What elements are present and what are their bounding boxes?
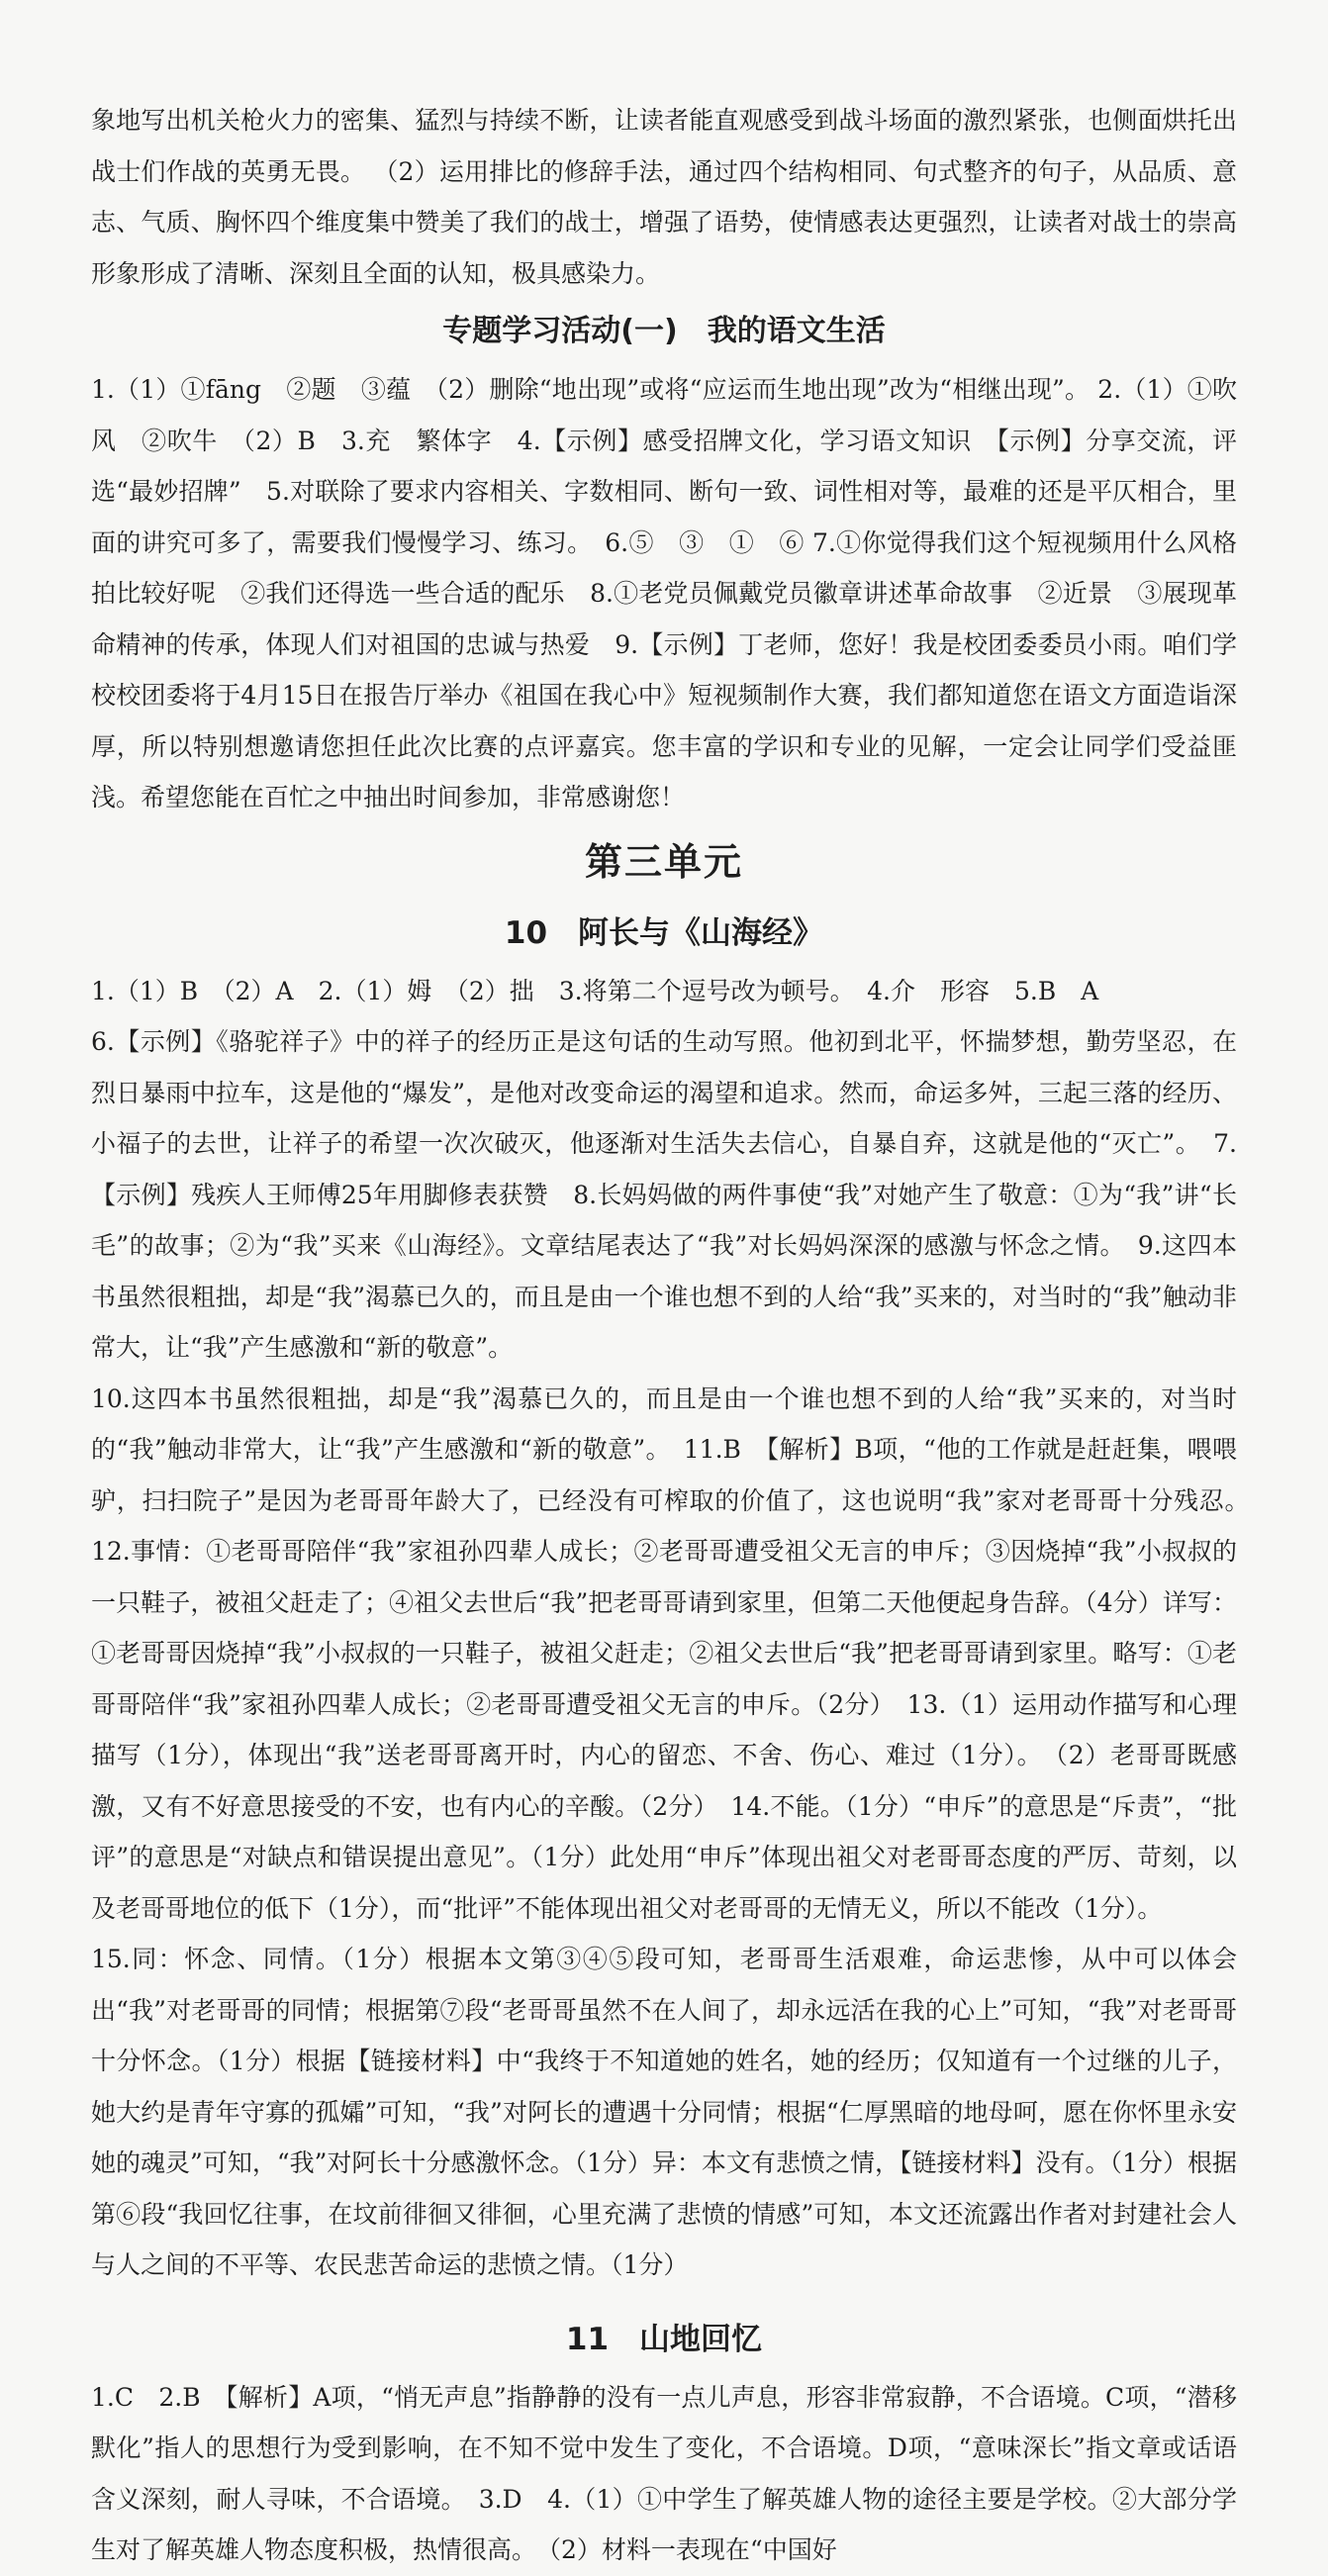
unit-title: 第三单元 [584, 839, 743, 884]
lesson-10-answers-1: 1.（1）B （2）A 2.（1）姆 （2）拙 3.将第二个逗号改为顿号。 4.介 形容 5.B A [91, 976, 1099, 1005]
lesson-10-answers-4: 15.同：怀念、同情。（1分）根据本文第③④⑤段可知，老哥哥生活艰难，命运悲惨，从中可以体会出“我”对老哥哥的同情；根据第⑦段“老哥哥虽然不在人间了，却永远活在我的心上”可知，“我”对老哥哥十分怀念。（1分）根据【链接材料】中“我终于不知道她的姓名，她的经历；仅知道有一个过继的儿子，她大约是青年守寡的孤孀”可知，“我”对阿长的遭遇十分同情；根据“仁厚黑暗的地母呵，愿在你怀里永安她的魂灵”可知，“我”对阿长十分感激怀念。（1分）异：本文有悲愤之情，【链接材料】没有。（1分）根据第⑥段“我回忆往事，在坟前徘徊又徘徊，心里充满了悲愤的情感”可知，本文还流露出作者对封建社会人与人之间的不平等、农民悲苦命运的悲愤之情。（1分） [91, 1945, 1237, 2279]
activity-answers: 1.（1）①fāng ②题 ③蕴 （2）删除“地出现”或将“应运而生地出现”改为“相继出现”。 2.（1）①吹风 ②吹牛 （2）B 3.充 繁体字 4.【示例】感受招牌文化，学习语文知识 【示例】分享交流，评选“最妙招牌” 5.对联除了要求内容相关、字数相同、断句一致、词性相对等，最难的还是平仄相合，里面的讲究可多了，需要我们慢慢学习、练习。 6.⑤ ③ ① ⑥ 7.①你觉得我们这个短视频用什么风格拍比较好呢 ②我们还得选一些合适的配乐 8.①老党员佩戴党员徽章讲述革命故事 ②近景 ③展现革命精神的传承，体现人们对祖国的忠诚与热爱 9.【示例】丁老师，您好！我是校团委委员小雨。咱们学校校团委将于4月15日在报告厅举办《祖国在我心中》短视频制作大赛，我们都知道您在语文方面造诣深厚，所以特别想邀请您担任此次比赛的点评嘉宾。您丰富的学识和专业的见解，一定会让同学们受益匪浅。希望您能在百忙之中抽出时间参加，非常感谢您！ [91, 375, 1237, 811]
lesson-11-title: 11 山地回忆 [565, 2321, 763, 2357]
lesson-10-title: 10 阿长与《山海经》 [504, 914, 824, 951]
lesson-11-answers-1: 1.C 2.B 【解析】A项，“悄无声息”指静静的没有一点儿声息，形容非常寂静，不合语境。C项，“潜移默化”指人的思想行为受到影响，在不知不觉中发生了变化，不合语境。D项，“意味深长”指文章或话语含义深刻，耐人寻味，不合语境。 3.D 4.（1）①中学生了解英雄人物的途径主要是学校。②大部分学生对了解英雄人物态度积极，热情很高。 （2）材料一表现在“中国好 [91, 2382, 1237, 2564]
intro-paragraph: 象地写出机关枪火力的密集、猛烈与持续不断，让读者能直观感受到战斗场面的激烈紧张，也侧面烘托出战士们作战的英勇无畏。 （2）运用排比的修辞手法，通过四个结构相同、句式整齐的句子，从品质、意志、气质、胸怀四个维度集中赞美了我们的战士，增强了语势，使情感表达更强烈，让读者对战士的崇高形象形成了清晰、深刻且全面的认知，极具感染力。 [91, 106, 1237, 288]
lesson-10-answers-2: 6.【示例】《骆驼祥子》中的祥子的经历正是这句话的生动写照。他初到北平，怀揣梦想，勤劳坚忍，在烈日暴雨中拉车，这是他的“爆发”，是他对改变命运的渴望和追求。然而，命运多舛，三起三落的经历、小福子的去世，让祥子的希望一次次破灭，他逐渐对生活失去信心，自暴自弃，这就是他的“灭亡”。 7.【示例】残疾人王师傅25年用脚修表获赞 8.长妈妈做的两件事使“我”对她产生了敬意：①为“我”讲“长毛”的故事；②为“我”买来《山海经》。文章结尾表达了“我”对长妈妈深深的感激与怀念之情。 9.这四本书虽然很粗拙，却是“我”渴慕已久的，而且是由一个谁也想不到的人给“我”买来的，对当时的“我”触动非常大，让“我”产生感激和“新的敬意”。 [91, 1027, 1237, 1362]
activity-title: 专题学习活动(一) 我的语文生活 [442, 314, 886, 348]
lesson-10-answers-3: 10.这四本书虽然很粗拙，却是“我”渴慕已久的，而且是由一个谁也想不到的人给“我”买来的，对当时的“我”触动非常大，让“我”产生感激和“新的敬意”。 11.B 【解析】B项，“他的工作就是赶赶集，喂喂驴，扫扫院子”是因为老哥哥年龄大了，已经没有可榨取的价值了，这也说明“我”家对老哥哥十分残忍。 12.事情：①老哥哥陪伴“我”家祖孙四辈人成长；②老哥哥遭受祖父无言的申斥；③因烧掉“我”小叔叔的一只鞋子，被祖父赶走了；④祖父去世后“我”把老哥哥请到家里，但第二天他便起身告辞。（4分）详写：①老哥哥因烧掉“我”小叔叔的一只鞋子，被祖父赶走；②祖父去世后“我”把老哥哥请到家里。略写：①老哥哥陪伴“我”家祖孙四辈人成长；②老哥哥遭受祖父无言的申斥。（2分） 13.（1）运用动作描写和心理描写（1分），体现出“我”送老哥哥离开时，内心的留恋、不舍、伤心、难过（1分）。 （2）老哥哥既感激，又有不好意思接受的不安，也有内心的辛酸。（2分） 14.不能。（1分）“申斥”的意思是“斥责”，“批评”的意思是“对缺点和错误提出意见”。（1分）此处用“申斥”体现出祖父对老哥哥态度的严厉、苛刻，以及老哥哥地位的低下（1分），而“批评”不能体现出祖父对老哥哥的无情无义，所以不能改（1分）。 [91, 1383, 1263, 1923]
